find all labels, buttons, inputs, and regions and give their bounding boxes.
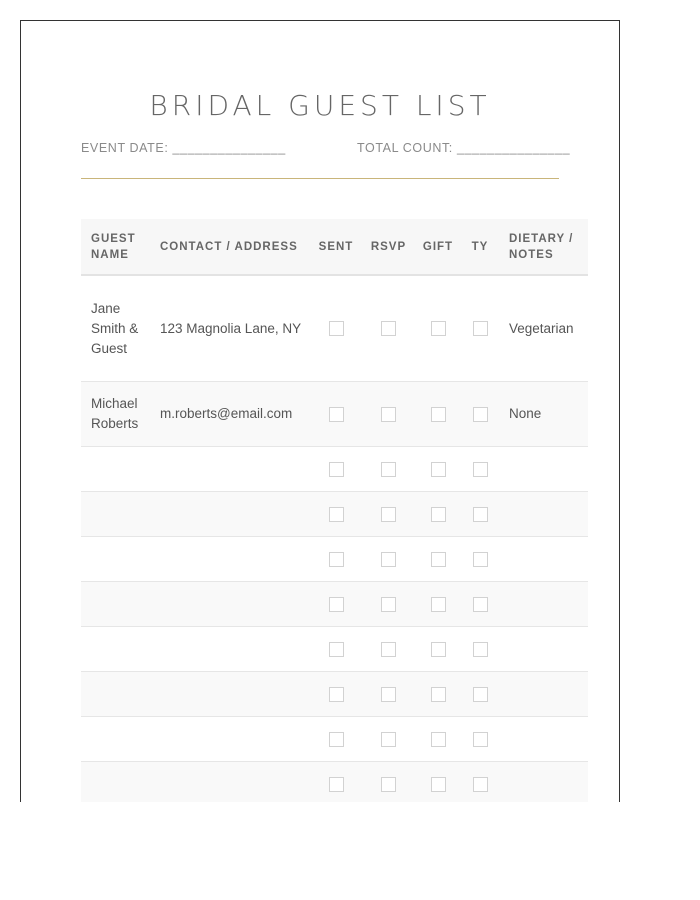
gift-checkbox[interactable] <box>431 732 446 747</box>
ty-cell <box>461 777 499 792</box>
sent-cell <box>310 687 362 702</box>
gift-cell <box>415 777 461 792</box>
header-divider <box>81 178 559 179</box>
sent-cell <box>310 507 362 522</box>
table-row <box>81 537 588 582</box>
guest-name: Jane Smith & Guest <box>91 300 139 356</box>
sent-checkbox[interactable] <box>329 462 344 477</box>
column-header-contact: CONTACT / ADDRESS <box>160 240 298 253</box>
ty-cell <box>461 321 499 336</box>
sent-cell <box>310 777 362 792</box>
ty-checkbox[interactable] <box>473 732 488 747</box>
gift-checkbox[interactable] <box>431 507 446 522</box>
gift-checkbox[interactable] <box>431 687 446 702</box>
table-row <box>81 492 588 537</box>
dietary-notes: Vegetarian <box>509 320 574 336</box>
sent-checkbox[interactable] <box>329 732 344 747</box>
ty-checkbox[interactable] <box>473 777 488 792</box>
gift-cell <box>415 552 461 567</box>
rsvp-cell <box>362 597 415 612</box>
sent-checkbox[interactable] <box>329 552 344 567</box>
sent-cell <box>310 407 362 422</box>
gift-cell <box>415 321 461 336</box>
gift-checkbox[interactable] <box>431 462 446 477</box>
column-header-ty: TY <box>471 240 489 253</box>
ty-checkbox[interactable] <box>473 687 488 702</box>
ty-cell <box>461 407 499 422</box>
ty-checkbox[interactable] <box>473 597 488 612</box>
gift-cell <box>415 507 461 522</box>
ty-checkbox[interactable] <box>473 462 488 477</box>
rsvp-cell <box>362 462 415 477</box>
sent-cell <box>310 321 362 336</box>
gift-cell <box>415 462 461 477</box>
rsvp-checkbox[interactable] <box>381 642 396 657</box>
ty-checkbox[interactable] <box>473 507 488 522</box>
rsvp-cell <box>362 687 415 702</box>
table-row <box>81 582 588 627</box>
ty-cell <box>461 642 499 657</box>
sent-cell <box>310 462 362 477</box>
gift-cell <box>415 597 461 612</box>
rsvp-checkbox[interactable] <box>381 507 396 522</box>
rsvp-checkbox[interactable] <box>381 732 396 747</box>
table-row <box>81 382 588 447</box>
sent-checkbox[interactable] <box>329 321 344 336</box>
contact-address: 123 Magnolia Lane, NY <box>160 320 302 336</box>
ty-cell <box>461 597 499 612</box>
rsvp-checkbox[interactable] <box>381 407 396 422</box>
page-title: BRIDAL GUEST LIST <box>149 89 491 122</box>
gift-cell <box>415 642 461 657</box>
rsvp-cell <box>362 321 415 336</box>
gift-checkbox[interactable] <box>431 597 446 612</box>
rsvp-cell <box>362 552 415 567</box>
guest-list-page <box>20 20 620 802</box>
table-header <box>81 219 588 276</box>
column-header-notes: DIETARY / NOTES <box>509 232 574 261</box>
sent-checkbox[interactable] <box>329 687 344 702</box>
ty-checkbox[interactable] <box>473 642 488 657</box>
gift-cell <box>415 687 461 702</box>
ty-checkbox[interactable] <box>473 407 488 422</box>
rsvp-checkbox[interactable] <box>381 552 396 567</box>
sent-checkbox[interactable] <box>329 597 344 612</box>
ty-checkbox[interactable] <box>473 321 488 336</box>
rsvp-checkbox[interactable] <box>381 687 396 702</box>
event-date-field: EVENT DATE: _______________ <box>81 141 286 155</box>
sent-checkbox[interactable] <box>329 642 344 657</box>
rsvp-checkbox[interactable] <box>381 462 396 477</box>
sent-checkbox[interactable] <box>329 407 344 422</box>
ty-cell <box>461 552 499 567</box>
gift-checkbox[interactable] <box>431 552 446 567</box>
rsvp-cell <box>362 507 415 522</box>
gift-cell <box>415 732 461 747</box>
ty-cell <box>461 687 499 702</box>
ty-cell <box>461 732 499 747</box>
contact-address: m.roberts@email.com <box>160 406 293 421</box>
table-body <box>81 276 588 802</box>
rsvp-checkbox[interactable] <box>381 321 396 336</box>
column-header-sent: SENT <box>318 240 354 253</box>
table-row <box>81 276 588 382</box>
column-header-guest-name: GUEST NAME <box>91 232 136 261</box>
rsvp-cell <box>362 642 415 657</box>
rsvp-checkbox[interactable] <box>381 597 396 612</box>
table-row <box>81 762 588 802</box>
column-header-rsvp: RSVP <box>370 240 407 253</box>
table-row <box>81 717 588 762</box>
total-count-field: TOTAL COUNT: _______________ <box>357 141 571 155</box>
dietary-notes: None <box>509 406 542 421</box>
sent-checkbox[interactable] <box>329 777 344 792</box>
table-row <box>81 672 588 717</box>
gift-checkbox[interactable] <box>431 407 446 422</box>
column-header-gift: GIFT <box>422 240 454 253</box>
gift-cell <box>415 407 461 422</box>
gift-checkbox[interactable] <box>431 321 446 336</box>
rsvp-cell <box>362 777 415 792</box>
ty-cell <box>461 507 499 522</box>
sent-cell <box>310 597 362 612</box>
table-row <box>81 447 588 492</box>
sent-cell <box>310 642 362 657</box>
rsvp-checkbox[interactable] <box>381 777 396 792</box>
rsvp-cell <box>362 407 415 422</box>
guest-table <box>81 219 588 802</box>
sent-cell <box>310 552 362 567</box>
ty-cell <box>461 462 499 477</box>
rsvp-cell <box>362 732 415 747</box>
table-row <box>81 627 588 672</box>
gift-checkbox[interactable] <box>431 777 446 792</box>
ty-checkbox[interactable] <box>473 552 488 567</box>
sent-checkbox[interactable] <box>329 507 344 522</box>
gift-checkbox[interactable] <box>431 642 446 657</box>
guest-name: Michael Roberts <box>91 396 139 431</box>
sent-cell <box>310 732 362 747</box>
